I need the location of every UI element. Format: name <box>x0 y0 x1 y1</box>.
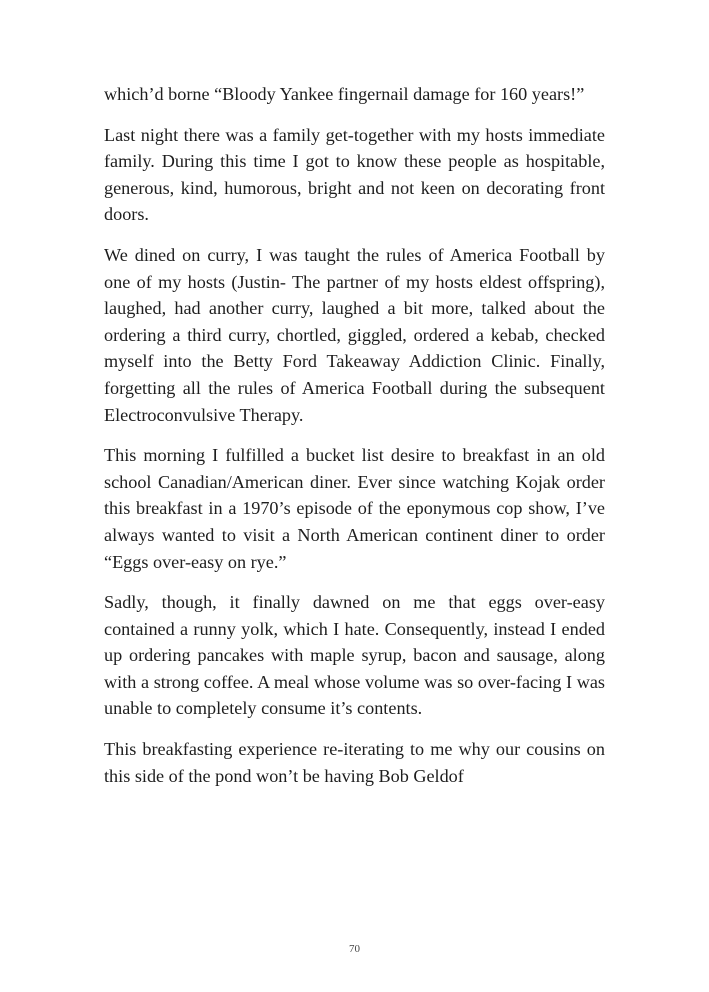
paragraph-3: We dined on curry, I was taught the rules of America Football by one of my hosts (Justin- The partner of my hosts eldest offspring), laughed, had another curry, laughed a bit more, talked about the ordering a third curry, chortled, giggled, ordered a kebab, checked myself into the Betty Ford Takeaway Addiction Clinic. Finally, forgetting all the rules of America Football during the subsequent Electroconvulsive Therapy. <box>104 244 605 425</box>
paragraph-5: Sadly, though, it finally dawned on me that eggs over-easy contained a runny yolk, which I hate. Consequently, instead I ended up ordering pancakes with maple syrup, bacon and sausage, along with a strong coffee. A meal whose volume was so over-facing I was unable to completely consume it’s contents. <box>104 592 605 719</box>
paragraph-4: This morning I fulfilled a bucket list desire to breakfast in an old school Canadian/American diner. Ever since watching Kojak order this breakfast in a 1970’s episode of the eponymous cop show, I’ve always wanted to visit a North American continent diner to order “Eggs over-easy on rye.” <box>104 445 605 572</box>
body-text <box>104 81 605 803</box>
page-number: 70 <box>349 943 360 955</box>
paragraph-2: Last night there was a family get-together with my hosts immediate family. During this time I got to know these people as hospitable, generous, kind, humorous, bright and not keen on decorating front doors. <box>104 124 605 225</box>
paragraph-6: This breakfasting experience re-iterating to me why our cousins on this side of the pond won’t be having Bob Geldof <box>104 739 605 786</box>
paragraph-1: which’d borne “Bloody Yankee fingernail damage for 160 years!” <box>104 84 585 104</box>
